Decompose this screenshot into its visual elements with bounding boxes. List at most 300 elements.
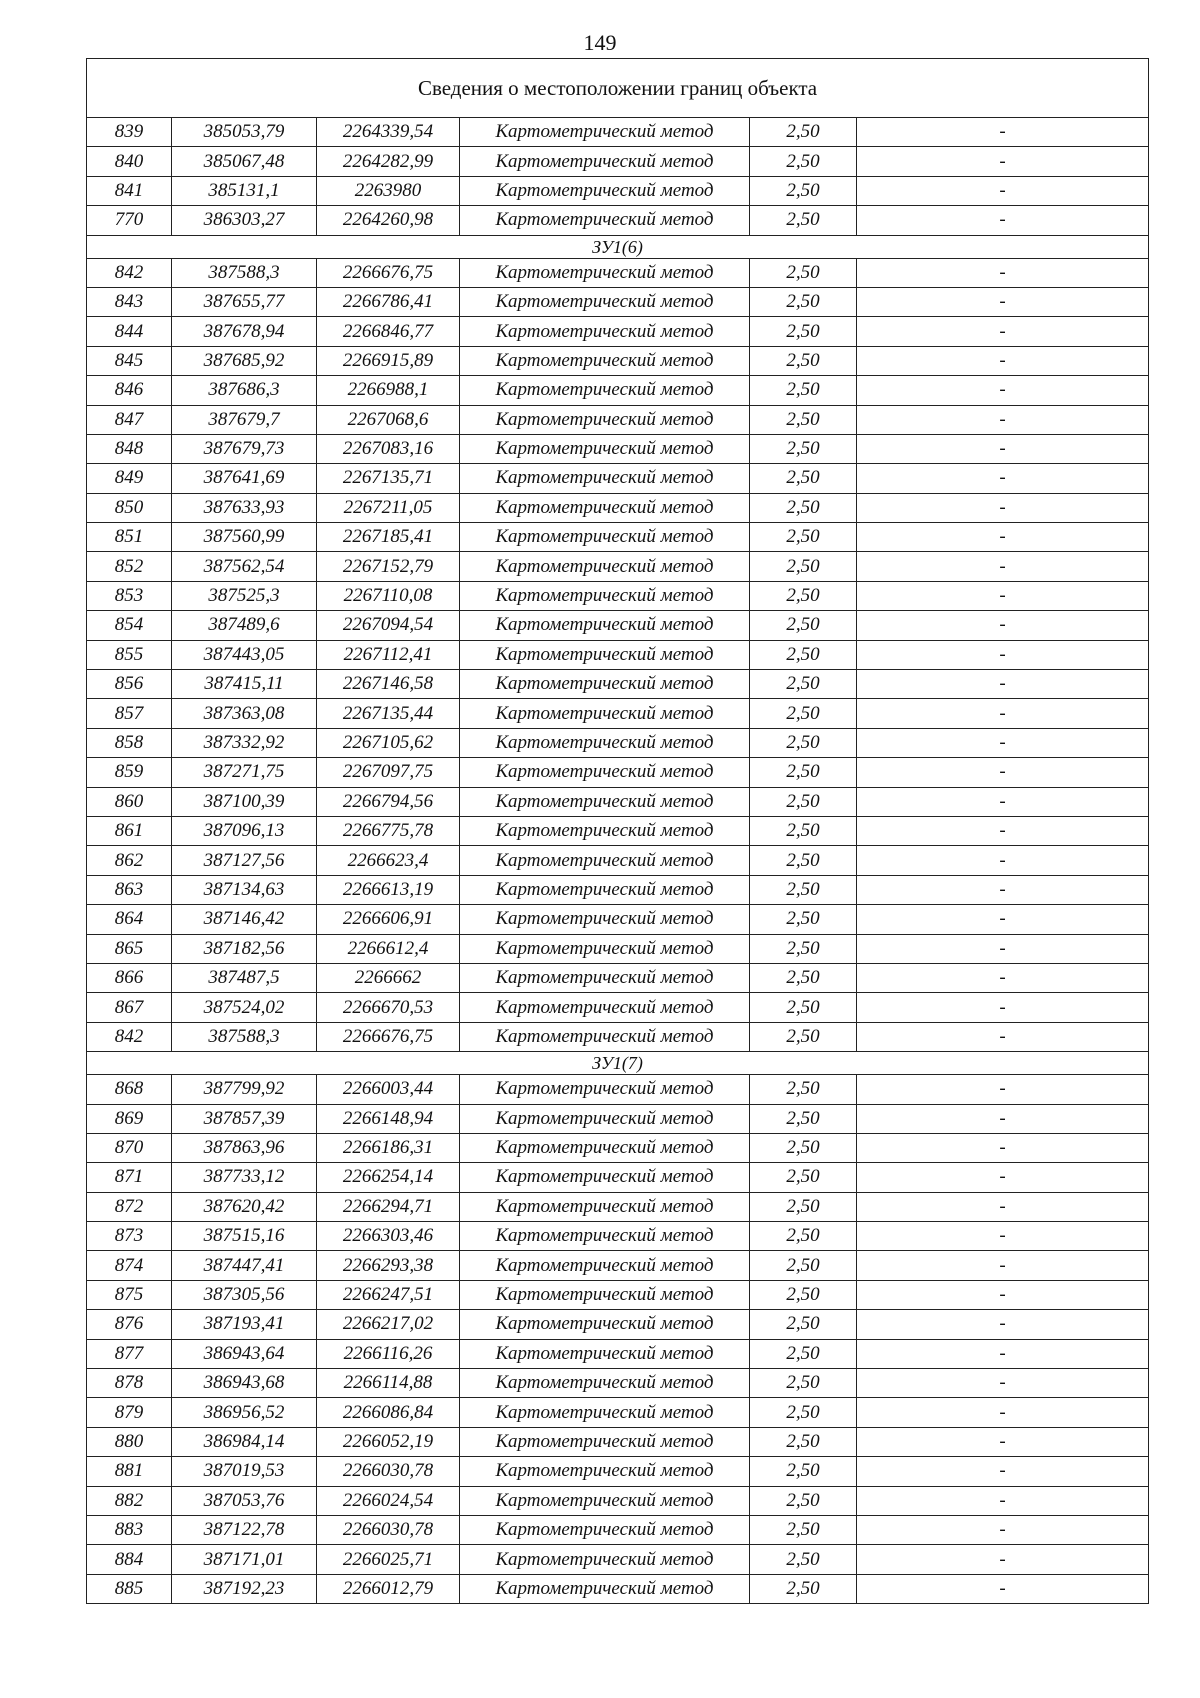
accuracy-cell: 2,50 xyxy=(750,434,857,463)
table-row xyxy=(87,206,1149,235)
table-row xyxy=(87,993,1149,1022)
y-coordinate-cell: 2264282,99 xyxy=(317,147,460,176)
y-coordinate-cell: 2266988,1 xyxy=(317,376,460,405)
table-row xyxy=(87,1104,1149,1133)
point-number-cell: 877 xyxy=(87,1339,172,1368)
y-coordinate-cell: 2266676,75 xyxy=(317,1022,460,1051)
accuracy-cell: 2,50 xyxy=(750,1515,857,1544)
x-coordinate-cell: 387487,5 xyxy=(172,963,317,992)
y-coordinate-cell: 2263980 xyxy=(317,176,460,205)
y-coordinate-cell: 2266052,19 xyxy=(317,1427,460,1456)
table-title: Сведения о местоположении границ объекта xyxy=(87,59,1149,118)
accuracy-cell: 2,50 xyxy=(750,1310,857,1339)
y-coordinate-cell: 2267068,6 xyxy=(317,405,460,434)
x-coordinate-cell: 387192,23 xyxy=(172,1574,317,1603)
accuracy-cell: 2,50 xyxy=(750,258,857,287)
y-coordinate-cell: 2267094,54 xyxy=(317,611,460,640)
table-row xyxy=(87,1339,1149,1368)
boundary-coordinates-table xyxy=(86,58,1149,1604)
point-number-cell: 848 xyxy=(87,434,172,463)
y-coordinate-cell: 2266613,19 xyxy=(317,875,460,904)
point-number-cell: 846 xyxy=(87,376,172,405)
x-coordinate-cell: 386984,14 xyxy=(172,1427,317,1456)
x-coordinate-cell: 387053,76 xyxy=(172,1486,317,1515)
point-number-cell: 876 xyxy=(87,1310,172,1339)
method-cell: Картометрический метод xyxy=(460,552,750,581)
method-cell: Картометрический метод xyxy=(460,640,750,669)
x-coordinate-cell: 387560,99 xyxy=(172,523,317,552)
accuracy-cell: 2,50 xyxy=(750,206,857,235)
y-coordinate-cell: 2266294,71 xyxy=(317,1192,460,1221)
x-coordinate-cell: 387415,11 xyxy=(172,670,317,699)
method-cell: Картометрический метод xyxy=(460,816,750,845)
y-coordinate-cell: 2266293,38 xyxy=(317,1251,460,1280)
y-coordinate-cell: 2266217,02 xyxy=(317,1310,460,1339)
description-cell: - xyxy=(857,1545,1149,1574)
point-number-cell: 868 xyxy=(87,1075,172,1104)
point-number-cell: 843 xyxy=(87,287,172,316)
accuracy-cell: 2,50 xyxy=(750,934,857,963)
description-cell: - xyxy=(857,1133,1149,1162)
table-row xyxy=(87,581,1149,610)
description-cell: - xyxy=(857,846,1149,875)
x-coordinate-cell: 386943,64 xyxy=(172,1339,317,1368)
method-cell: Картометрический метод xyxy=(460,875,750,904)
y-coordinate-cell: 2266114,88 xyxy=(317,1369,460,1398)
point-number-cell: 873 xyxy=(87,1222,172,1251)
point-number-cell: 878 xyxy=(87,1369,172,1398)
method-cell: Картометрический метод xyxy=(460,1163,750,1192)
method-cell: Картометрический метод xyxy=(460,317,750,346)
point-number-cell: 883 xyxy=(87,1515,172,1544)
table-row xyxy=(87,1075,1149,1104)
accuracy-cell: 2,50 xyxy=(750,846,857,875)
y-coordinate-cell: 2266676,75 xyxy=(317,258,460,287)
y-coordinate-cell: 2264260,98 xyxy=(317,206,460,235)
x-coordinate-cell: 387685,92 xyxy=(172,346,317,375)
point-number-cell: 874 xyxy=(87,1251,172,1280)
y-coordinate-cell: 2267152,79 xyxy=(317,552,460,581)
point-number-cell: 879 xyxy=(87,1398,172,1427)
x-coordinate-cell: 387489,6 xyxy=(172,611,317,640)
accuracy-cell: 2,50 xyxy=(750,405,857,434)
x-coordinate-cell: 387733,12 xyxy=(172,1163,317,1192)
accuracy-cell: 2,50 xyxy=(750,317,857,346)
x-coordinate-cell: 387096,13 xyxy=(172,816,317,845)
point-number-cell: 842 xyxy=(87,258,172,287)
point-number-cell: 858 xyxy=(87,728,172,757)
point-number-cell: 859 xyxy=(87,758,172,787)
method-cell: Картометрический метод xyxy=(460,464,750,493)
description-cell: - xyxy=(857,1457,1149,1486)
accuracy-cell: 2,50 xyxy=(750,816,857,845)
y-coordinate-cell: 2267097,75 xyxy=(317,758,460,787)
point-number-cell: 862 xyxy=(87,846,172,875)
method-cell: Картометрический метод xyxy=(460,523,750,552)
x-coordinate-cell: 387019,53 xyxy=(172,1457,317,1486)
point-number-cell: 863 xyxy=(87,875,172,904)
y-coordinate-cell: 2266086,84 xyxy=(317,1398,460,1427)
point-number-cell: 882 xyxy=(87,1486,172,1515)
y-coordinate-cell: 2266794,56 xyxy=(317,787,460,816)
description-cell: - xyxy=(857,1427,1149,1456)
accuracy-cell: 2,50 xyxy=(750,176,857,205)
accuracy-cell: 2,50 xyxy=(750,1192,857,1221)
description-cell: - xyxy=(857,552,1149,581)
y-coordinate-cell: 2266030,78 xyxy=(317,1457,460,1486)
y-coordinate-cell: 2266254,14 xyxy=(317,1163,460,1192)
point-number-cell: 851 xyxy=(87,523,172,552)
description-cell: - xyxy=(857,1022,1149,1051)
description-cell: - xyxy=(857,1280,1149,1309)
description-cell: - xyxy=(857,376,1149,405)
method-cell: Картометрический метод xyxy=(460,1339,750,1368)
description-cell: - xyxy=(857,758,1149,787)
point-number-cell: 839 xyxy=(87,118,172,147)
accuracy-cell: 2,50 xyxy=(750,1104,857,1133)
accuracy-cell: 2,50 xyxy=(750,1222,857,1251)
table-row xyxy=(87,1280,1149,1309)
method-cell: Картометрический метод xyxy=(460,699,750,728)
table-row xyxy=(87,118,1149,147)
point-number-cell: 857 xyxy=(87,699,172,728)
description-cell: - xyxy=(857,611,1149,640)
x-coordinate-cell: 387857,39 xyxy=(172,1104,317,1133)
table-row xyxy=(87,1022,1149,1051)
point-number-cell: 847 xyxy=(87,405,172,434)
method-cell: Картометрический метод xyxy=(460,846,750,875)
table-row xyxy=(87,787,1149,816)
method-cell: Картометрический метод xyxy=(460,405,750,434)
page-number: 149 xyxy=(583,30,617,55)
y-coordinate-cell: 2266116,26 xyxy=(317,1339,460,1368)
method-cell: Картометрический метод xyxy=(460,176,750,205)
table-row xyxy=(87,728,1149,757)
point-number-cell: 850 xyxy=(87,493,172,522)
point-number-cell: 770 xyxy=(87,206,172,235)
accuracy-cell: 2,50 xyxy=(750,581,857,610)
description-cell: - xyxy=(857,464,1149,493)
point-number-cell: 856 xyxy=(87,670,172,699)
method-cell: Картометрический метод xyxy=(460,1310,750,1339)
accuracy-cell: 2,50 xyxy=(750,758,857,787)
method-cell: Картометрический метод xyxy=(460,1133,750,1162)
x-coordinate-cell: 387193,41 xyxy=(172,1310,317,1339)
table-row xyxy=(87,346,1149,375)
x-coordinate-cell: 387447,41 xyxy=(172,1251,317,1280)
y-coordinate-cell: 2266846,77 xyxy=(317,317,460,346)
point-number-cell: 853 xyxy=(87,581,172,610)
point-number-cell: 871 xyxy=(87,1163,172,1192)
table-row xyxy=(87,1398,1149,1427)
point-number-cell: 869 xyxy=(87,1104,172,1133)
method-cell: Картометрический метод xyxy=(460,1574,750,1603)
description-cell: - xyxy=(857,118,1149,147)
y-coordinate-cell: 2266148,94 xyxy=(317,1104,460,1133)
point-number-cell: 884 xyxy=(87,1545,172,1574)
table-row xyxy=(87,287,1149,316)
y-coordinate-cell: 2266003,44 xyxy=(317,1075,460,1104)
x-coordinate-cell: 387363,08 xyxy=(172,699,317,728)
y-coordinate-cell: 2266623,4 xyxy=(317,846,460,875)
y-coordinate-cell: 2266786,41 xyxy=(317,287,460,316)
description-cell: - xyxy=(857,963,1149,992)
x-coordinate-cell: 387686,3 xyxy=(172,376,317,405)
x-coordinate-cell: 387305,56 xyxy=(172,1280,317,1309)
description-cell: - xyxy=(857,287,1149,316)
method-cell: Картометрический метод xyxy=(460,1280,750,1309)
x-coordinate-cell: 386303,27 xyxy=(172,206,317,235)
table-row xyxy=(87,147,1149,176)
description-cell: - xyxy=(857,993,1149,1022)
x-coordinate-cell: 387588,3 xyxy=(172,258,317,287)
description-cell: - xyxy=(857,1515,1149,1544)
method-cell: Картометрический метод xyxy=(460,581,750,610)
y-coordinate-cell: 2266025,71 xyxy=(317,1545,460,1574)
accuracy-cell: 2,50 xyxy=(750,118,857,147)
accuracy-cell: 2,50 xyxy=(750,147,857,176)
description-cell: - xyxy=(857,875,1149,904)
description-cell: - xyxy=(857,1163,1149,1192)
table-row xyxy=(87,963,1149,992)
table-row xyxy=(87,640,1149,669)
accuracy-cell: 2,50 xyxy=(750,1339,857,1368)
accuracy-cell: 2,50 xyxy=(750,1486,857,1515)
point-number-cell: 872 xyxy=(87,1192,172,1221)
table-row xyxy=(87,176,1149,205)
description-cell: - xyxy=(857,905,1149,934)
description-cell: - xyxy=(857,1075,1149,1104)
point-number-cell: 855 xyxy=(87,640,172,669)
table-row xyxy=(87,1486,1149,1515)
method-cell: Картометрический метод xyxy=(460,1222,750,1251)
table-row xyxy=(87,875,1149,904)
description-cell: - xyxy=(857,728,1149,757)
accuracy-cell: 2,50 xyxy=(750,670,857,699)
table-row xyxy=(87,1251,1149,1280)
y-coordinate-cell: 2266915,89 xyxy=(317,346,460,375)
method-cell: Картометрический метод xyxy=(460,758,750,787)
table-body xyxy=(87,59,1149,1604)
x-coordinate-cell: 387620,42 xyxy=(172,1192,317,1221)
x-coordinate-cell: 387679,7 xyxy=(172,405,317,434)
y-coordinate-cell: 2266024,54 xyxy=(317,1486,460,1515)
x-coordinate-cell: 385053,79 xyxy=(172,118,317,147)
accuracy-cell: 2,50 xyxy=(750,1369,857,1398)
description-cell: - xyxy=(857,493,1149,522)
accuracy-cell: 2,50 xyxy=(750,699,857,728)
x-coordinate-cell: 386956,52 xyxy=(172,1398,317,1427)
y-coordinate-cell: 2267146,58 xyxy=(317,670,460,699)
accuracy-cell: 2,50 xyxy=(750,523,857,552)
description-cell: - xyxy=(857,1192,1149,1221)
method-cell: Картометрический метод xyxy=(460,493,750,522)
method-cell: Картометрический метод xyxy=(460,1104,750,1133)
table-row xyxy=(87,1457,1149,1486)
x-coordinate-cell: 387641,69 xyxy=(172,464,317,493)
point-number-cell: 866 xyxy=(87,963,172,992)
table-row xyxy=(87,1574,1149,1603)
table-row xyxy=(87,1545,1149,1574)
method-cell: Картометрический метод xyxy=(460,434,750,463)
table-row xyxy=(87,258,1149,287)
y-coordinate-cell: 2267185,41 xyxy=(317,523,460,552)
description-cell: - xyxy=(857,1339,1149,1368)
x-coordinate-cell: 387515,16 xyxy=(172,1222,317,1251)
table-row xyxy=(87,1427,1149,1456)
point-number-cell: 852 xyxy=(87,552,172,581)
method-cell: Картометрический метод xyxy=(460,934,750,963)
point-number-cell: 881 xyxy=(87,1457,172,1486)
description-cell: - xyxy=(857,934,1149,963)
table-row xyxy=(87,464,1149,493)
y-coordinate-cell: 2266662 xyxy=(317,963,460,992)
x-coordinate-cell: 387182,56 xyxy=(172,934,317,963)
point-number-cell: 865 xyxy=(87,934,172,963)
point-number-cell: 875 xyxy=(87,1280,172,1309)
accuracy-cell: 2,50 xyxy=(750,993,857,1022)
method-cell: Картометрический метод xyxy=(460,1192,750,1221)
description-cell: - xyxy=(857,405,1149,434)
method-cell: Картометрический метод xyxy=(460,1427,750,1456)
method-cell: Картометрический метод xyxy=(460,1075,750,1104)
point-number-cell: 849 xyxy=(87,464,172,493)
method-cell: Картометрический метод xyxy=(460,1515,750,1544)
table-row xyxy=(87,905,1149,934)
accuracy-cell: 2,50 xyxy=(750,728,857,757)
x-coordinate-cell: 387171,01 xyxy=(172,1545,317,1574)
description-cell: - xyxy=(857,581,1149,610)
method-cell: Картометрический метод xyxy=(460,1369,750,1398)
method-cell: Картометрический метод xyxy=(460,287,750,316)
y-coordinate-cell: 2266012,79 xyxy=(317,1574,460,1603)
accuracy-cell: 2,50 xyxy=(750,1022,857,1051)
table-row xyxy=(87,1222,1149,1251)
x-coordinate-cell: 387332,92 xyxy=(172,728,317,757)
section-label: ЗУ1(6) xyxy=(87,235,1149,258)
accuracy-cell: 2,50 xyxy=(750,1075,857,1104)
description-cell: - xyxy=(857,1369,1149,1398)
accuracy-cell: 2,50 xyxy=(750,1574,857,1603)
accuracy-cell: 2,50 xyxy=(750,787,857,816)
description-cell: - xyxy=(857,1310,1149,1339)
y-coordinate-cell: 2266606,91 xyxy=(317,905,460,934)
table-row xyxy=(87,611,1149,640)
x-coordinate-cell: 386943,68 xyxy=(172,1369,317,1398)
method-cell: Картометрический метод xyxy=(460,728,750,757)
accuracy-cell: 2,50 xyxy=(750,1133,857,1162)
method-cell: Картометрический метод xyxy=(460,376,750,405)
description-cell: - xyxy=(857,816,1149,845)
x-coordinate-cell: 387655,77 xyxy=(172,287,317,316)
y-coordinate-cell: 2267135,71 xyxy=(317,464,460,493)
method-cell: Картометрический метод xyxy=(460,1457,750,1486)
x-coordinate-cell: 387633,93 xyxy=(172,493,317,522)
y-coordinate-cell: 2267110,08 xyxy=(317,581,460,610)
point-number-cell: 844 xyxy=(87,317,172,346)
table-row xyxy=(87,1133,1149,1162)
method-cell: Картометрический метод xyxy=(460,611,750,640)
accuracy-cell: 2,50 xyxy=(750,1280,857,1309)
description-cell: - xyxy=(857,699,1149,728)
section-label: ЗУ1(7) xyxy=(87,1052,1149,1075)
method-cell: Картометрический метод xyxy=(460,1022,750,1051)
x-coordinate-cell: 387122,78 xyxy=(172,1515,317,1544)
method-cell: Картометрический метод xyxy=(460,206,750,235)
table-row xyxy=(87,523,1149,552)
method-cell: Картометрический метод xyxy=(460,1251,750,1280)
method-cell: Картометрический метод xyxy=(460,118,750,147)
table-row xyxy=(87,1163,1149,1192)
table-row xyxy=(87,1310,1149,1339)
method-cell: Картометрический метод xyxy=(460,787,750,816)
y-coordinate-cell: 2266186,31 xyxy=(317,1133,460,1162)
table-row xyxy=(87,846,1149,875)
y-coordinate-cell: 2266670,53 xyxy=(317,993,460,1022)
accuracy-cell: 2,50 xyxy=(750,1545,857,1574)
x-coordinate-cell: 387679,73 xyxy=(172,434,317,463)
x-coordinate-cell: 387134,63 xyxy=(172,875,317,904)
description-cell: - xyxy=(857,1574,1149,1603)
x-coordinate-cell: 387799,92 xyxy=(172,1075,317,1104)
accuracy-cell: 2,50 xyxy=(750,287,857,316)
point-number-cell: 880 xyxy=(87,1427,172,1456)
point-number-cell: 840 xyxy=(87,147,172,176)
table-row xyxy=(87,552,1149,581)
method-cell: Картометрический метод xyxy=(460,147,750,176)
table-row xyxy=(87,816,1149,845)
accuracy-cell: 2,50 xyxy=(750,346,857,375)
section-row xyxy=(87,235,1149,258)
description-cell: - xyxy=(857,176,1149,205)
table-row xyxy=(87,1515,1149,1544)
table-row xyxy=(87,434,1149,463)
method-cell: Картометрический метод xyxy=(460,346,750,375)
point-number-cell: 861 xyxy=(87,816,172,845)
description-cell: - xyxy=(857,1104,1149,1133)
description-cell: - xyxy=(857,1251,1149,1280)
accuracy-cell: 2,50 xyxy=(750,611,857,640)
description-cell: - xyxy=(857,787,1149,816)
accuracy-cell: 2,50 xyxy=(750,1457,857,1486)
accuracy-cell: 2,50 xyxy=(750,1398,857,1427)
table-row xyxy=(87,317,1149,346)
accuracy-cell: 2,50 xyxy=(750,464,857,493)
y-coordinate-cell: 2267211,05 xyxy=(317,493,460,522)
accuracy-cell: 2,50 xyxy=(750,1427,857,1456)
method-cell: Картометрический метод xyxy=(460,963,750,992)
accuracy-cell: 2,50 xyxy=(750,875,857,904)
x-coordinate-cell: 387443,05 xyxy=(172,640,317,669)
x-coordinate-cell: 387678,94 xyxy=(172,317,317,346)
method-cell: Картометрический метод xyxy=(460,1545,750,1574)
y-coordinate-cell: 2266775,78 xyxy=(317,816,460,845)
point-number-cell: 864 xyxy=(87,905,172,934)
title-row xyxy=(87,59,1149,118)
description-cell: - xyxy=(857,523,1149,552)
accuracy-cell: 2,50 xyxy=(750,376,857,405)
description-cell: - xyxy=(857,147,1149,176)
description-cell: - xyxy=(857,317,1149,346)
x-coordinate-cell: 387100,39 xyxy=(172,787,317,816)
y-coordinate-cell: 2267083,16 xyxy=(317,434,460,463)
description-cell: - xyxy=(857,640,1149,669)
y-coordinate-cell: 2266247,51 xyxy=(317,1280,460,1309)
section-row xyxy=(87,1052,1149,1075)
point-number-cell: 842 xyxy=(87,1022,172,1051)
point-number-cell: 841 xyxy=(87,176,172,205)
y-coordinate-cell: 2266612,4 xyxy=(317,934,460,963)
